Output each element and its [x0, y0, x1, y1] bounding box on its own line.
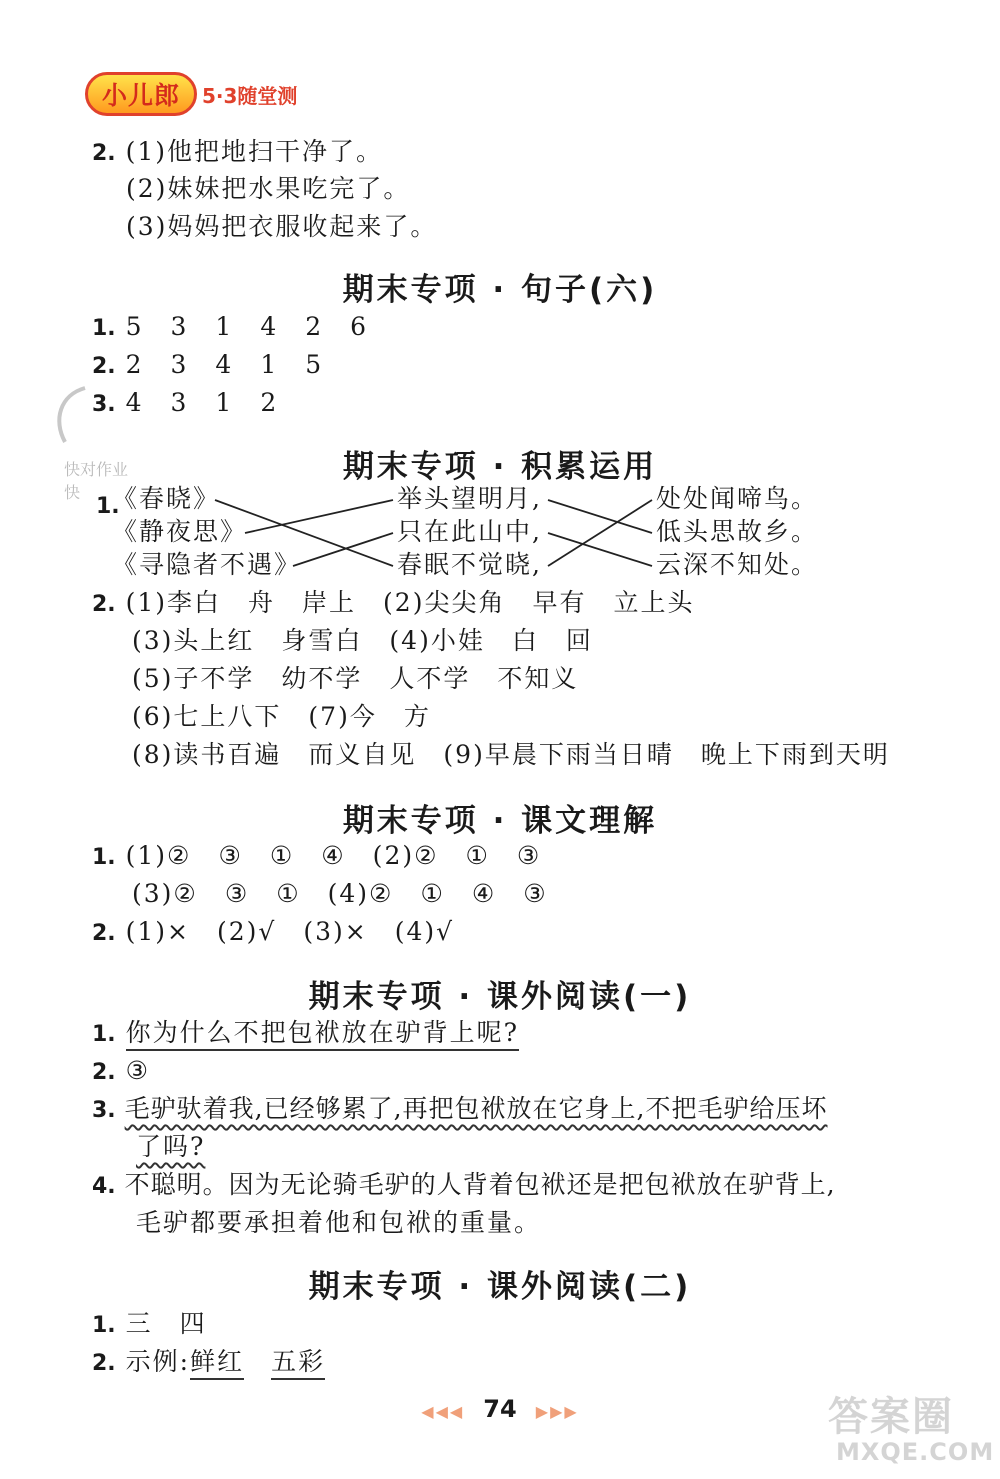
matching-lines — [0, 0, 1000, 600]
match-right-3: 云深不知处。 — [656, 550, 819, 579]
match-left-3: 《寻隐者不遇》 — [112, 550, 302, 579]
answer-text: 三 四 — [125, 1309, 207, 1338]
answer-text: (1)× (2)√ (3)× (4)√ — [125, 917, 455, 946]
page-number: 74 — [483, 1395, 517, 1423]
answer-text: 五彩 — [271, 1347, 325, 1380]
answer-text: 2 3 4 1 5 — [125, 350, 324, 379]
answer-text: (1)李白 舟 岸上 (2)尖尖角 早有 立上头 — [125, 588, 695, 617]
section-title: 期末专项 · 课外阅读(一) — [308, 979, 692, 1015]
answer-row: (2)妹妹把水果吃完了。 — [126, 174, 411, 203]
match-line — [548, 500, 652, 533]
question-number: 2. — [92, 1060, 116, 1085]
answer-text: 4 3 1 2 — [125, 388, 279, 417]
question-number: 1. — [92, 1313, 116, 1338]
watermark-brand: 答案圈 — [828, 1394, 954, 1440]
answer-row — [92, 1309, 207, 1341]
match-line — [548, 500, 652, 566]
answer-row — [136, 1132, 205, 1162]
answer-row — [92, 917, 454, 949]
answer-text: 鲜红 — [190, 1347, 244, 1380]
answer-text: (1)他把地扫干净了。 — [125, 137, 384, 166]
answer-text: ③ — [125, 1056, 151, 1085]
answer-text: 毛驴驮着我,已经够累了,再把包袱放在它身上,不把毛驴给压坏 — [124, 1094, 828, 1123]
watermark-text: 快对作业 — [64, 460, 129, 479]
question-number: 3. — [92, 1098, 116, 1123]
match-line — [548, 533, 652, 566]
match-line — [215, 500, 393, 566]
answer-row — [92, 1094, 827, 1126]
right-arrows-icon: ▶▶▶ — [535, 1402, 579, 1421]
answer-text: (1)② ③ ① ④ (2)② ① ③ — [125, 841, 542, 870]
answer-row: (5)子不学 幼不学 人不学 不知义 — [132, 664, 579, 693]
answer-text: 了吗? — [136, 1132, 206, 1161]
answer-row — [92, 1347, 325, 1379]
match-right-1: 处处闻啼鸟。 — [656, 484, 819, 513]
question-number: 2. — [92, 354, 116, 379]
answer-row: (6)七上八下 (7)今 方 — [132, 702, 431, 731]
answer-row — [92, 841, 541, 873]
left-arrows-icon: ◀◀◀ — [421, 1402, 465, 1421]
section-title: 期末专项 · 积累运用 — [342, 449, 658, 485]
question-number: 1. — [92, 1022, 116, 1047]
section-title: 期末专项 · 课外阅读(二) — [308, 1269, 692, 1305]
answer-row — [92, 1056, 150, 1088]
logo-text: 小儿郎 — [101, 81, 180, 110]
question-number: 1. — [96, 494, 120, 519]
answer-row: (3)② ③ ① (4)② ① ④ ③ — [132, 879, 548, 908]
question-number: 2. — [92, 592, 116, 617]
match-left-1: 《春晓》 — [112, 484, 221, 513]
header-subtitle: 5·3随堂测 — [202, 84, 298, 108]
question-number: 2. — [92, 1351, 116, 1376]
answer-row — [92, 1170, 836, 1202]
question-number: 2. — [92, 921, 116, 946]
question-number: 1. — [92, 316, 116, 341]
answer-text: 不聪明。因为无论骑毛驴的人背着包袱还是把包袱放在驴背上, — [124, 1170, 836, 1199]
answer-text: 你为什么不把包袱放在驴背上呢? — [126, 1018, 519, 1051]
answer-row — [92, 588, 694, 620]
match-right-2: 低头思故乡。 — [656, 517, 819, 546]
match-left-2: 《静夜思》 — [112, 517, 248, 546]
match-mid-2: 只在此山中, — [397, 517, 542, 546]
question-number: 1. — [92, 845, 116, 870]
answer-row: 毛驴都要承担着他和包袱的重量。 — [136, 1208, 542, 1237]
watermark-text: 快 — [64, 483, 81, 502]
question-number: 4. — [92, 1174, 116, 1199]
answer-row — [92, 1018, 519, 1050]
question-number: 2. — [92, 141, 116, 166]
section-title: 期末专项 · 句子(六) — [342, 272, 658, 308]
answer-text: 5 3 1 4 2 6 — [125, 312, 369, 341]
answer-prefix: 示例: — [125, 1347, 191, 1376]
answer-row: (3)头上红 身雪白 (4)小娃 白 回 — [132, 626, 593, 655]
question-number: 3. — [92, 392, 116, 417]
watermark-site: MXQE.COM — [836, 1438, 995, 1466]
answer-row: (3)妈妈把衣服收起来了。 — [126, 212, 438, 241]
answer-row: (8)读书百遍 而义自见 (9)早晨下雨当日晴 晚上下雨到天明 — [132, 740, 890, 769]
match-mid-1: 举头望明月, — [397, 484, 542, 513]
match-mid-3: 春眠不觉晓, — [397, 550, 542, 579]
section-title: 期末专项 · 课文理解 — [342, 803, 658, 839]
match-line — [245, 500, 393, 533]
